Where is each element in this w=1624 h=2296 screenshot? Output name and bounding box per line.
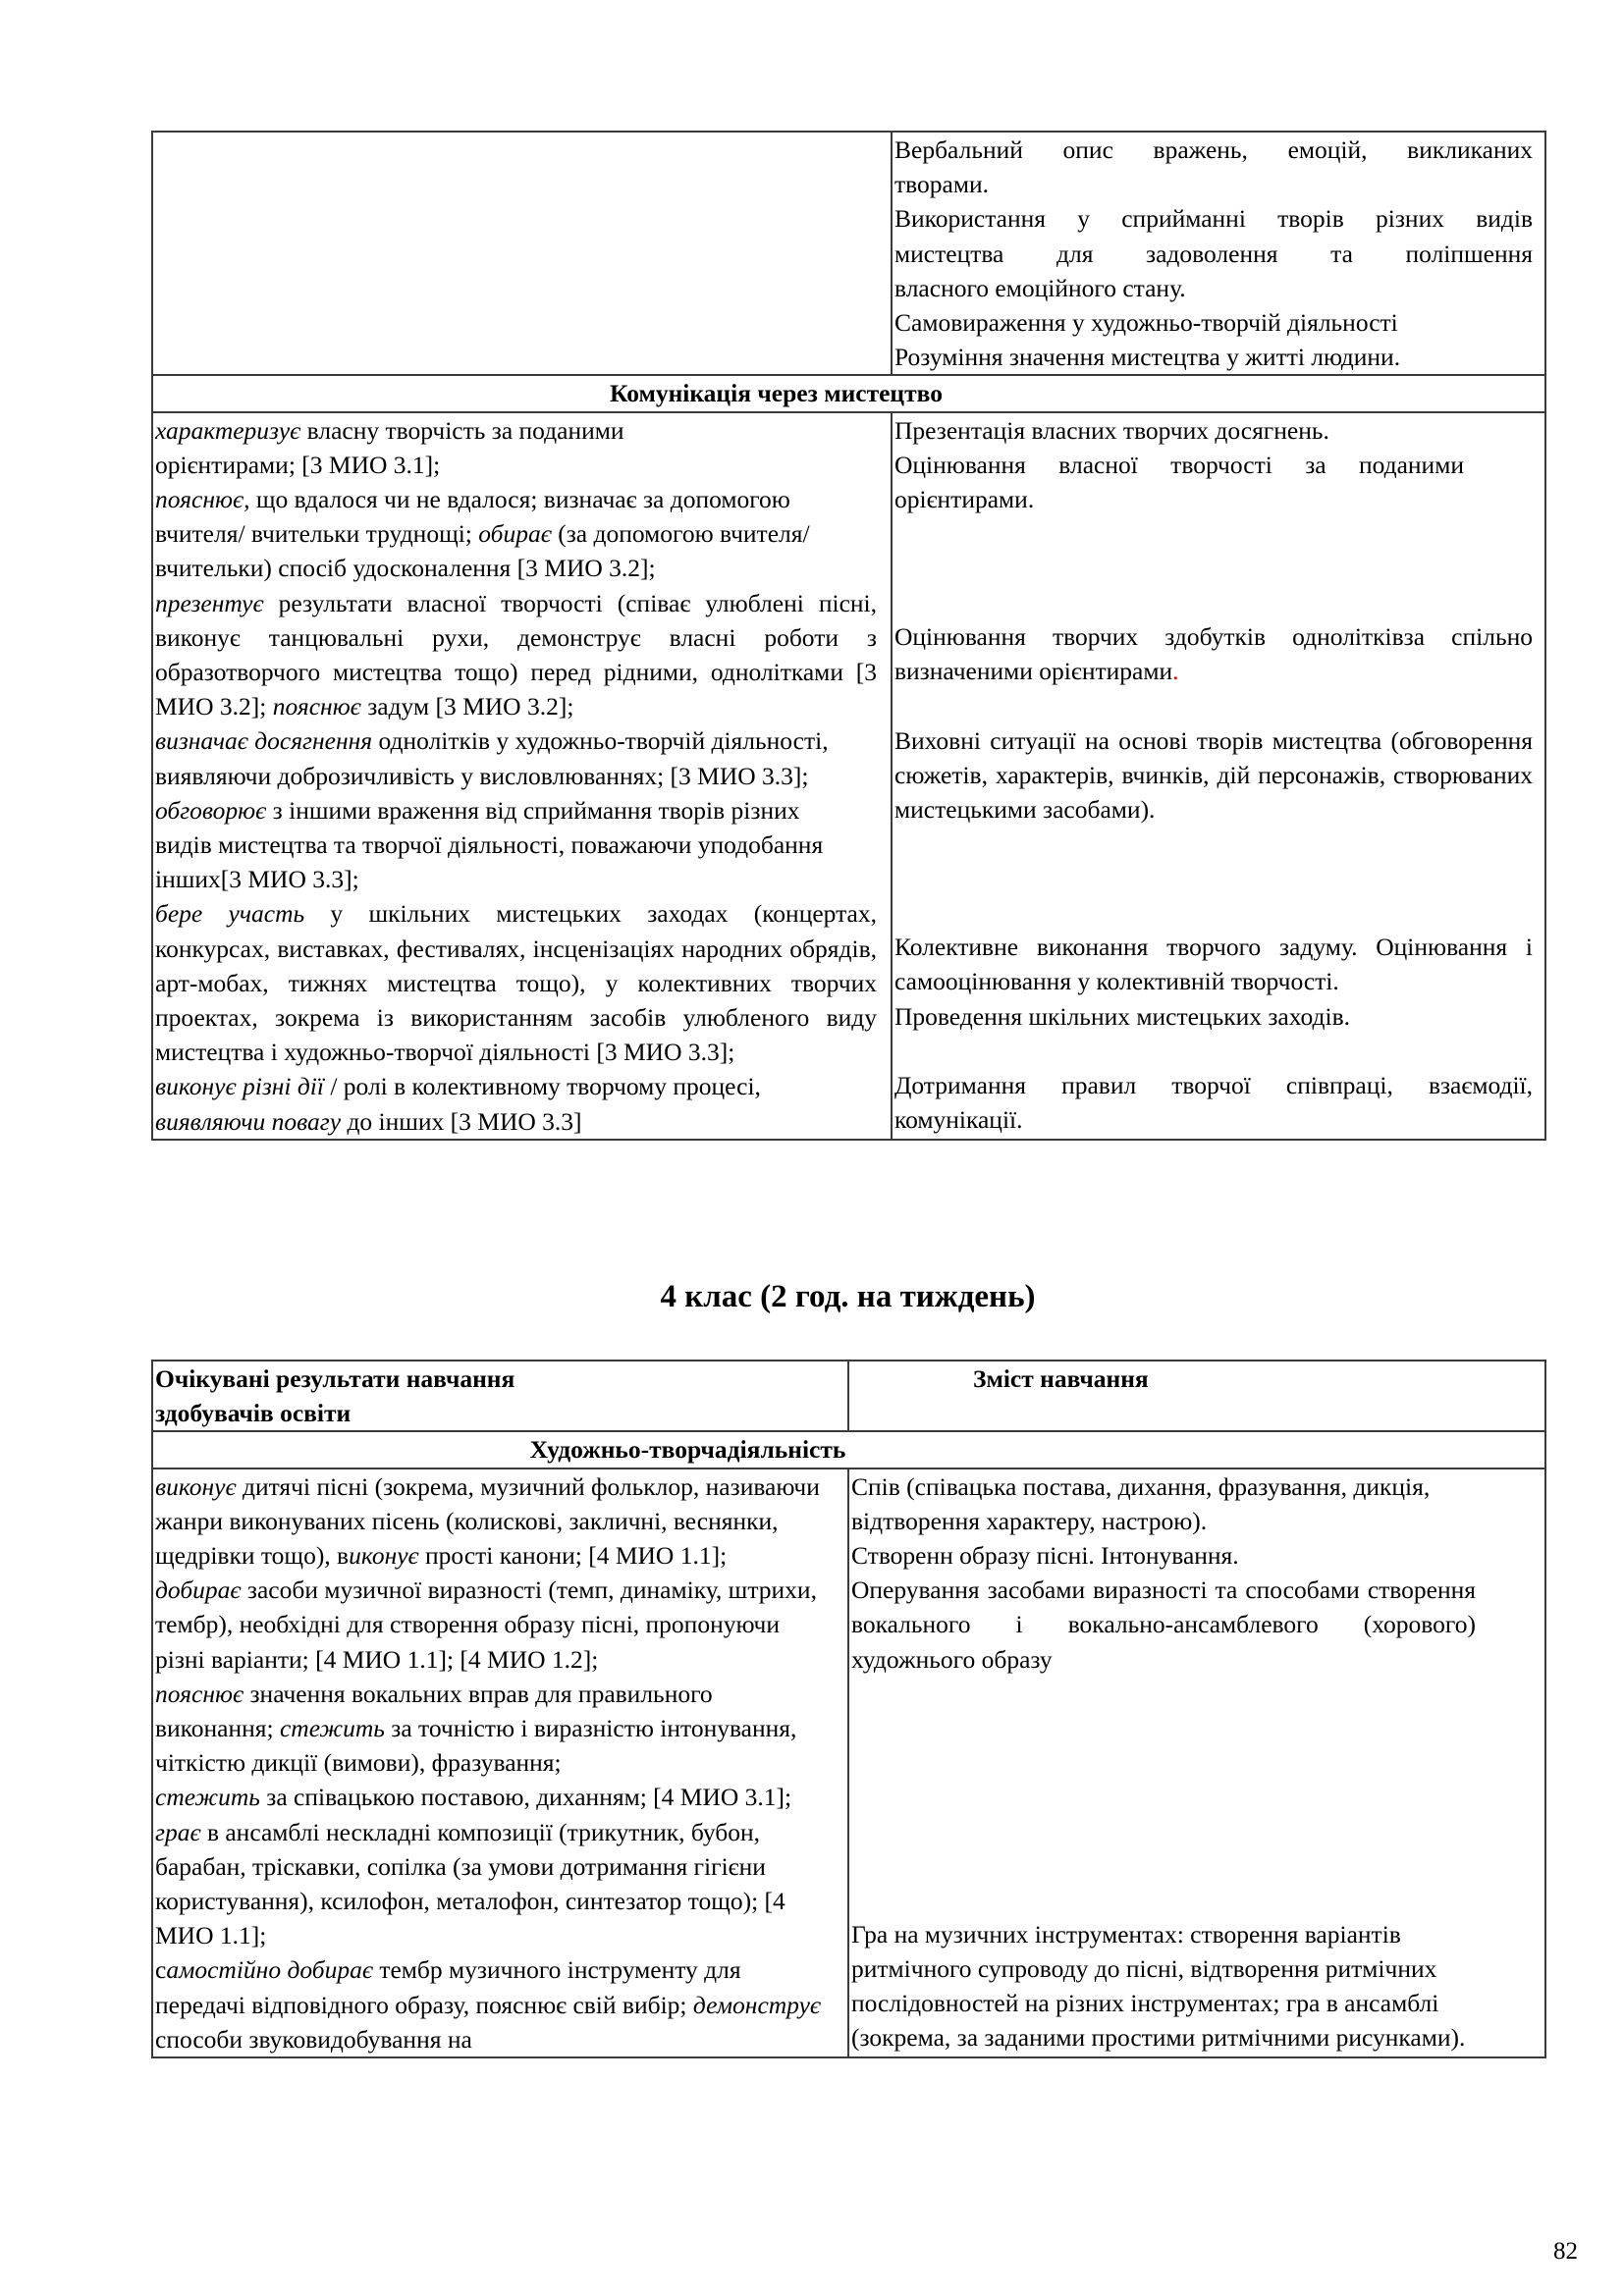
result-text: до інших [3 МИО 3.3] [341,1106,582,1136]
result-item [155,1469,828,1574]
action-verb: пояснює [155,1679,244,1708]
spacer [894,689,1533,723]
result-item [155,896,877,1069]
spacer [894,1034,1533,1068]
result-text: задум [3 МИО 3.2]; [360,692,574,721]
result-text: з іншими враження від сприймання творів різних видів мистецтва та творчої діяльності, поважаючи уподобання інших[3 МИО 3.3]; [155,795,824,894]
action-verb: бере участь [155,899,305,929]
result-item [155,1815,828,1953]
content-item: Гра на музичних інструментах: створення варіантів ритмічного супроводу до пісні, відтворення ритмічних послідовностей на різних інструментах; гра в ансамблі (зокрема, за заданими простими ритмічними рисунками). [851,1919,1466,2053]
content-cell [892,132,1545,375]
action-verb: иконує [349,1541,419,1571]
learning-content-cell [848,1468,1545,2057]
header-text: Очікувані результати навчання здобувачів освіти [155,1364,515,1428]
content-item: Проведення шкільних мистецьких заходів. [894,1001,1351,1031]
result-text: результати власної творчості (співає улюблені пісні, виконує танцювальні рухи, демонструє власні роботи з образотворчого мистецтва тощо) перед рідними, однолітками [3 МИО 3.2]; [155,588,877,721]
page-number: 82 [1553,2238,1578,2265]
result-text: що вдалося чи не вдалося; визначає за допомогою вчителя/ вчительки труднощі; [155,485,790,549]
table-row [152,132,1545,375]
action-verb: виявляючи повагу [155,1106,342,1136]
spacer [851,1883,1515,1917]
spacer [851,1814,1515,1848]
action-verb: грає [155,1817,201,1846]
section-title: Художньо-творчадіяльність [152,1431,1545,1468]
result-text: у шкільних мистецьких заходах (концертах, конкурсах, виставках, фестивалях, інсценізаціях народних обрядів, арт-мобах, тижнях мистецтва тощо), у колективних творчих проектах, зокрема із використанням засобів улюбленого виду мистецтва і художньо-творчої діяльності [3 МИО 3.3]; [155,899,877,1067]
result-text: в ансамблі нескладні композиції (трикутник, бубон, барабан, тріскавки, сопілка (за умови дотримання гігієни користування), ксилофон, металофон, синтезатор тощо); [4 МИО 1.1]; [155,1817,785,1950]
table-row [152,1468,1545,2057]
column-header-expected-results [152,1361,848,1431]
spacer [851,1677,1515,1711]
spacer [851,1745,1515,1780]
learning-content-cell [892,412,1545,1140]
text-line: Використання у сприйманні творів різних видів [894,204,1533,234]
spacer [851,1780,1515,1814]
action-verb: визначає досягнення [155,726,373,756]
column-header-learning-content [848,1361,1545,1431]
empty-cell [152,132,892,375]
content-item: Колективне виконання творчого задуму. Оцінювання і самооцінювання у колективній творчості. [894,933,1533,996]
action-verb: виконує [155,1471,237,1501]
section-row [152,375,1545,411]
result-text: засоби музичної виразності (темп, динаміку, штрихи, тембр), необхідні для створення образу пісні, пропонуючи різні варіанти; [4 МИО 1.1]; [4 МИО 1.2]; [155,1575,817,1674]
header-text: Зміст навчання [973,1364,1149,1393]
action-verb: добирає [155,1575,242,1605]
action-verb: пояснює, [155,485,250,514]
text-line: Розуміння значення мистецтва у житті людини. [894,343,1401,372]
result-text: с [155,1955,167,1985]
header-row [152,1361,1545,1431]
text-line: творами. [894,170,989,199]
action-verb: пояснює [272,692,361,721]
result-text: за точністю і виразністю інтонування, чіткістю дикції (вимови), фразування; [155,1714,797,1778]
result-item [155,723,842,792]
result-text: прості канони; [4 МИО 1.1]; [418,1541,728,1571]
action-verb: демонструє [692,1990,822,2019]
red-dot: . [1172,657,1179,686]
result-text: однолітків у художньо-творчій діяльності, виявляючи доброзичливість у висловлюваннях; [3 МИО 3.3]; [155,726,829,790]
result-item [155,1677,803,1781]
spacer [894,895,1533,930]
spacer [894,827,1533,861]
class-heading: 4 клас (2 год. на тиждень) [660,1279,1036,1314]
action-verb: обговорює [155,795,267,825]
expected-results-cell [152,412,892,1140]
action-verb: стежить [279,1714,385,1743]
spacer [894,551,1533,585]
competency-table-grade3 [151,131,1546,1141]
result-item [155,1780,828,1814]
result-text: тембр музичного інструменту для передачі відповідного образу, пояснює свій вибір; [155,1955,741,2019]
result-text: / ролі в колективному творчому процесі, [323,1072,761,1101]
action-verb: виконує різні дії [155,1072,324,1101]
content-item: Оцінювання власної творчості за поданими орієнтирами. [894,450,1464,514]
text-line: Вербальний опис вражень, емоцій, викликаних [894,135,1533,164]
result-item [155,413,744,482]
result-item [155,1952,828,2056]
result-item [155,586,877,724]
spacer [894,516,1533,551]
competency-table-grade4 [151,1360,1546,2058]
result-text: дитячі пісні (зокрема, музичний фольклор, називаючи жанри виконуваних пісень (колискові, закличні, веснянки, щедрівки тощо), в [155,1471,820,1571]
action-verb: стежить [155,1783,260,1812]
action-verb: амостійно добирає [166,1955,373,1985]
result-text: способи звуковидобування на [155,2024,472,2054]
result-text: за співацькою поставою, диханням; [4 МИО 3.1]; [259,1783,792,1812]
table-row [152,412,1545,1140]
content-item: Виховні ситуації на основі творів мистецтва (обговорення сюжетів, характерів, вчинків, дій персонажів, створюваних мистецькими засобами). [894,725,1533,825]
result-item [155,793,862,897]
spacer [851,1848,1515,1883]
content-item: Оперування засобами виразності та способами створення вокального і вокально-ансамблевого (хорового) художнього образу [851,1575,1476,1674]
text-line: мистецтва для задоволення та поліпшення [894,239,1533,268]
result-text: власну творчість за поданими орієнтирами; [3 МИО 3.1]; [155,415,624,479]
content-item: Створенн образу пісні. Інтонування. [851,1541,1239,1571]
action-verb: характеризує [155,415,301,445]
result-item [155,1069,877,1138]
content-item: Спів (співацька постава, дихання, фразування, дикція, відтворення характеру, настрою). [851,1471,1431,1535]
result-text: значення вокальних вправ для правильного виконання; [155,1679,713,1743]
spacer [894,585,1533,619]
spacer [851,1711,1515,1745]
section-row [152,1431,1545,1468]
content-item: Презентація власних творчих досягнень. [894,415,1329,445]
result-item [155,482,842,586]
content-item [894,619,1533,688]
text-line: власного емоційного стану. [894,273,1186,302]
result-text: (за допомогою вчителя/ вчительки) спосіб удосконалення [3 МИО 3.2]; [155,519,810,583]
result-item [155,1573,828,1677]
content-text: Оцінювання творчих здобутків однолітківза спільно визначеними орієнтирами [894,622,1533,686]
content-item: Дотримання правил творчої співпраці, взаємодії, комунікації. [894,1070,1533,1135]
spacer [894,861,1533,895]
section-title: Комунікація через мистецтво [152,375,1545,411]
text-line: Самовираження у художньо-творчій діяльності [894,308,1398,338]
action-verb: презентує [155,588,264,617]
expected-results-cell [152,1468,848,2057]
action-verb: обирає [478,519,552,549]
